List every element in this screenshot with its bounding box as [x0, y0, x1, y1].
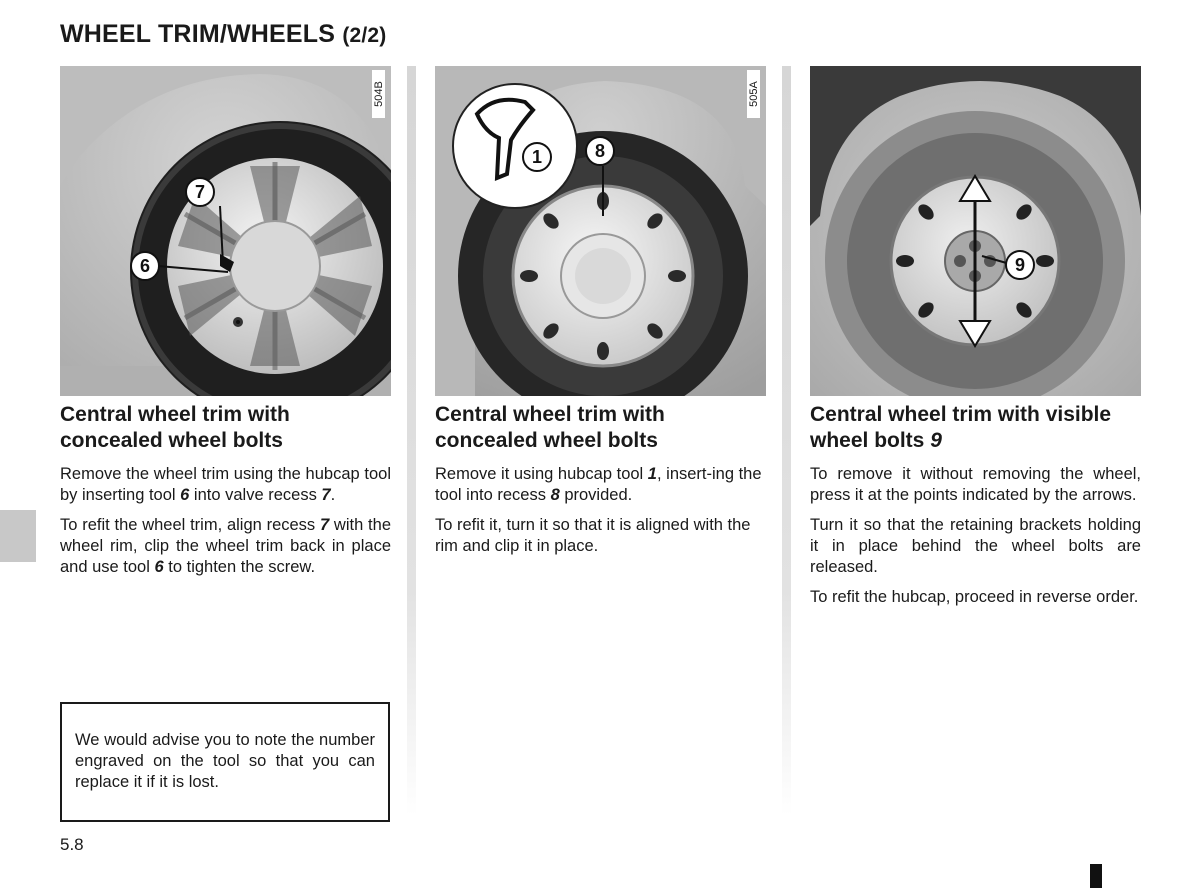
reference-number: 8: [550, 486, 560, 504]
column-steel-wheel-concealed: [435, 66, 766, 566]
figure-reference-code: 505A: [747, 70, 760, 118]
page-edge-mark: [1090, 864, 1102, 888]
paragraph: [60, 464, 391, 506]
steel-wheel-bolts-illustration: [810, 66, 1141, 396]
text-run: Turn it so that the retaining brackets holding it in place behind the wheel bolts are released.: [810, 516, 1141, 576]
text-run: , insert-ing the tool into recess: [435, 465, 762, 504]
column-divider: [782, 66, 791, 816]
text-run: To refit the wheel trim, align recess: [60, 516, 320, 534]
callout-1: 1: [522, 142, 552, 172]
paragraph: [435, 515, 766, 557]
column-divider: [407, 66, 416, 816]
steel-wheel-bolts-photo: [810, 66, 1141, 396]
section-body: [60, 464, 391, 578]
advice-note-box: [60, 702, 390, 822]
column-alloy-wheel: [60, 66, 391, 587]
reference-number: 1: [647, 465, 657, 483]
section-body: [435, 464, 766, 557]
text-run: Remove the wheel trim using the hubcap tool by inserting tool: [60, 465, 391, 504]
text-run: To refit it, turn it so that it is aligned with the rim and clip it in place.: [435, 516, 751, 555]
text-run: To refit the hubcap, proceed in reverse order.: [810, 588, 1139, 606]
callout-8: 8: [585, 136, 615, 166]
paragraph: [435, 464, 766, 506]
alloy-wheel-photo: [60, 66, 391, 396]
callout-6: 6: [130, 251, 160, 281]
section-title: Central wheel trim with concealed wheel bolts: [435, 403, 665, 452]
reference-number: 6: [154, 558, 164, 576]
text-run: to tighten the screw.: [163, 558, 316, 576]
section-title: Central wheel trim with visible wheel bolts 9: [810, 403, 1112, 452]
callout-7: 7: [185, 177, 215, 207]
reference-number: 6: [180, 486, 190, 504]
paragraph: [810, 464, 1141, 506]
figure-reference-code: 504B: [372, 70, 385, 118]
paragraph: [810, 515, 1141, 578]
text-run: provided.: [559, 486, 633, 504]
paragraph: [810, 587, 1141, 608]
reference-number: 7: [319, 516, 330, 534]
section-title: Central wheel trim with concealed wheel bolts: [60, 403, 290, 452]
text-run: with the wheel rim, clip the wheel trim back in place and use tool: [60, 516, 391, 576]
chapter-tab: [0, 510, 36, 562]
text-run: into valve recess: [189, 486, 322, 504]
advice-note-text: We would advise you to note the number engraved on the tool so that you can replace it if it is lost.: [75, 731, 375, 791]
steel-wheel-hubcap-photo: [435, 66, 766, 396]
text-run: To remove it without removing the wheel, press it at the points indicated by the arrows.: [810, 465, 1141, 504]
steel-wheel-illustration: [435, 66, 766, 396]
page-number: 5.8: [60, 835, 84, 854]
paragraph: [60, 515, 391, 578]
callout-9: 9: [1005, 250, 1035, 280]
alloy-wheel-illustration: [60, 66, 391, 396]
reference-number: 7: [321, 486, 331, 504]
text-run: .: [330, 486, 336, 504]
section-body: [810, 464, 1141, 608]
text-run: Remove it using hubcap tool: [435, 465, 648, 483]
column-steel-wheel-visible: [810, 66, 1141, 617]
page-title: WHEEL TRIM/WHEELS (2/2): [60, 20, 387, 48]
